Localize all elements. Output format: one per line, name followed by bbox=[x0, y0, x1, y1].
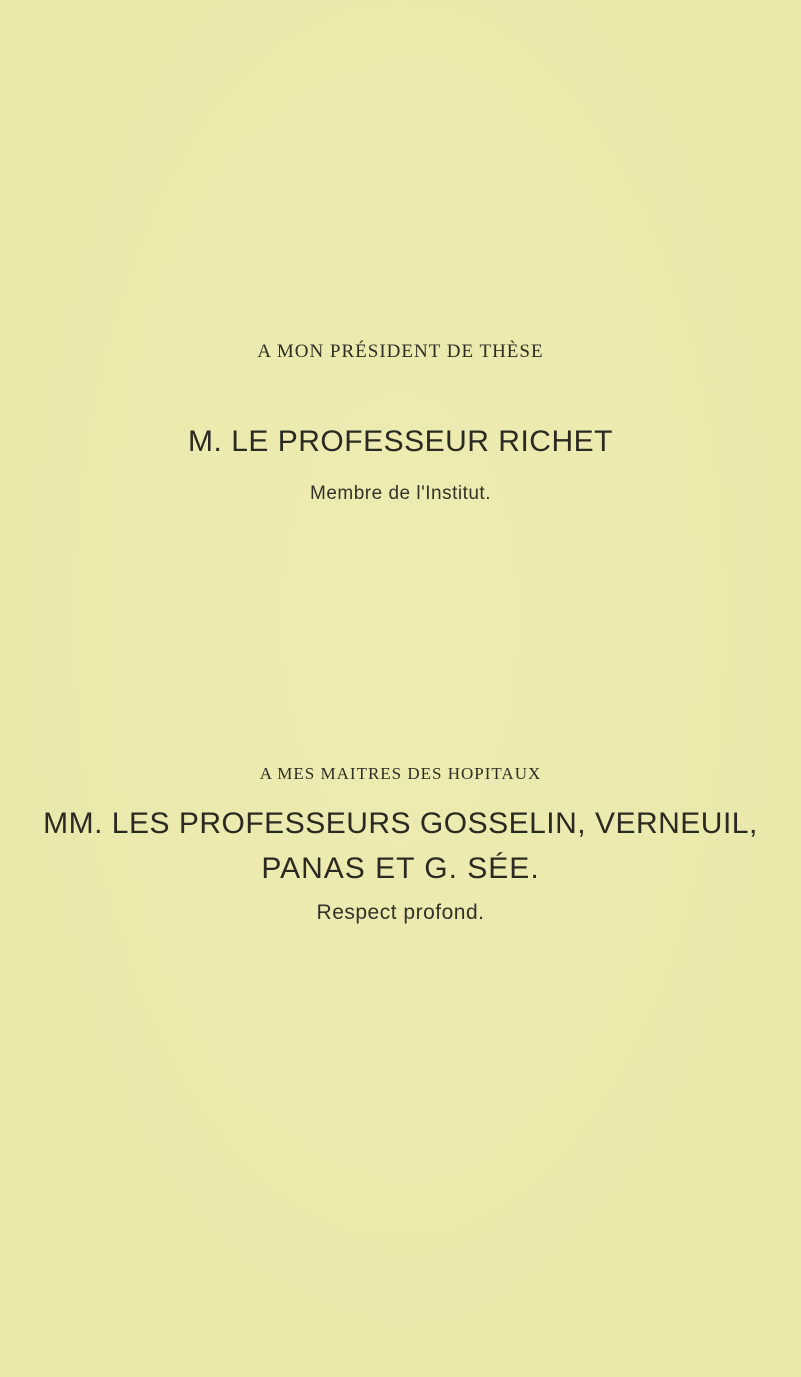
president-name: M. LE PROFESSEUR RICHET bbox=[188, 425, 613, 458]
president-subtitle: Membre de l'Institut. bbox=[310, 483, 491, 504]
masters-dedication-heading: A MES MAITRES DES HOPITAUX bbox=[259, 764, 542, 783]
masters-names-line-1: MM. LES PROFESSEURS GOSSELIN, VERNEUIL, bbox=[43, 807, 758, 840]
masters-subtitle: Respect profond. bbox=[316, 901, 485, 924]
president-dedication-heading: A MON PRÉSIDENT DE THÈSE bbox=[257, 341, 544, 362]
masters-names-line-2: PANAS ET G. SÉE. bbox=[261, 852, 540, 885]
